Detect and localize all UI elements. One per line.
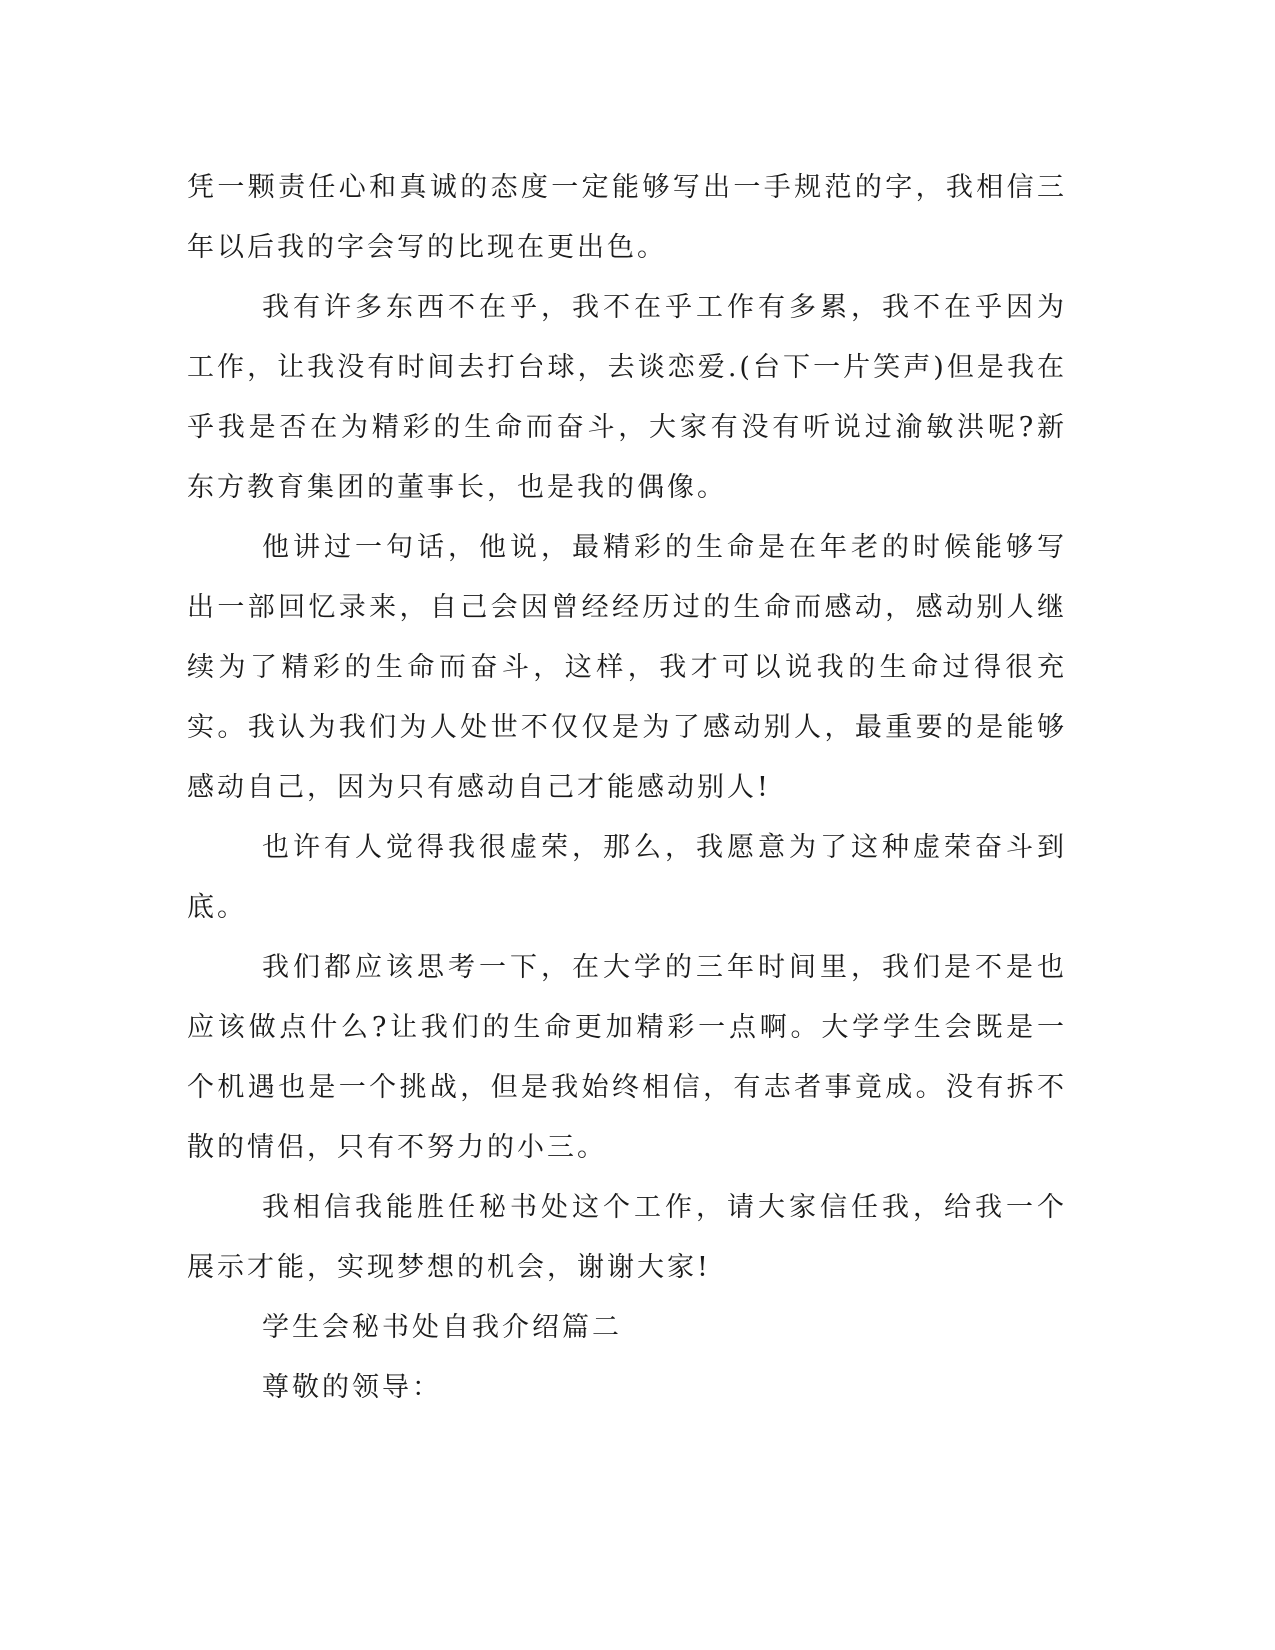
salutation: 尊敬的领导：: [262, 1372, 442, 1403]
paragraph: 也许有人觉得我很虚荣，那么，我愿意为了这种虚荣奋斗到底。: [187, 832, 1067, 923]
paragraph: 他讲过一句话，他说，最精彩的生命是在年老的时候能够写出一部回忆录来，自己会因曾经经历过的生命而感动，感动别人继续为了精彩的生命而奋斗，这样，我才可以说我的生命过得很充实。我认为我们为人处世不仅仅是为了感动别人，最重要的是能够感动自己，因为只有感动自己才能感动别人!: [187, 532, 1067, 803]
paragraph-continuation: 凭一颗责任心和真诚的态度一定能够写出一手规范的字，我相信三年以后我的字会写的比现在更出色。: [187, 172, 1067, 263]
document-body: [187, 158, 1067, 1418]
paragraph: 我们都应该思考一下，在大学的三年时间里，我们是不是也应该做点什么?让我们的生命更加精彩一点啊。大学学生会既是一个机遇也是一个挑战，但是我始终相信，有志者事竟成。没有拆不散的情侣，只有不努力的小三。: [187, 952, 1067, 1163]
section-heading: 学生会秘书处自我介绍篇二: [262, 1312, 622, 1343]
paragraph: 我有许多东西不在乎，我不在乎工作有多累，我不在乎因为工作，让我没有时间去打台球，去谈恋爱.(台下一片笑声)但是我在乎我是否在为精彩的生命而奋斗，大家有没有听说过渝敏洪呢?新东方教育集团的董事长，也是我的偶像。: [187, 292, 1067, 503]
paragraph: 我相信我能胜任秘书处这个工作，请大家信任我，给我一个展示才能，实现梦想的机会，谢谢大家!: [187, 1192, 1067, 1283]
